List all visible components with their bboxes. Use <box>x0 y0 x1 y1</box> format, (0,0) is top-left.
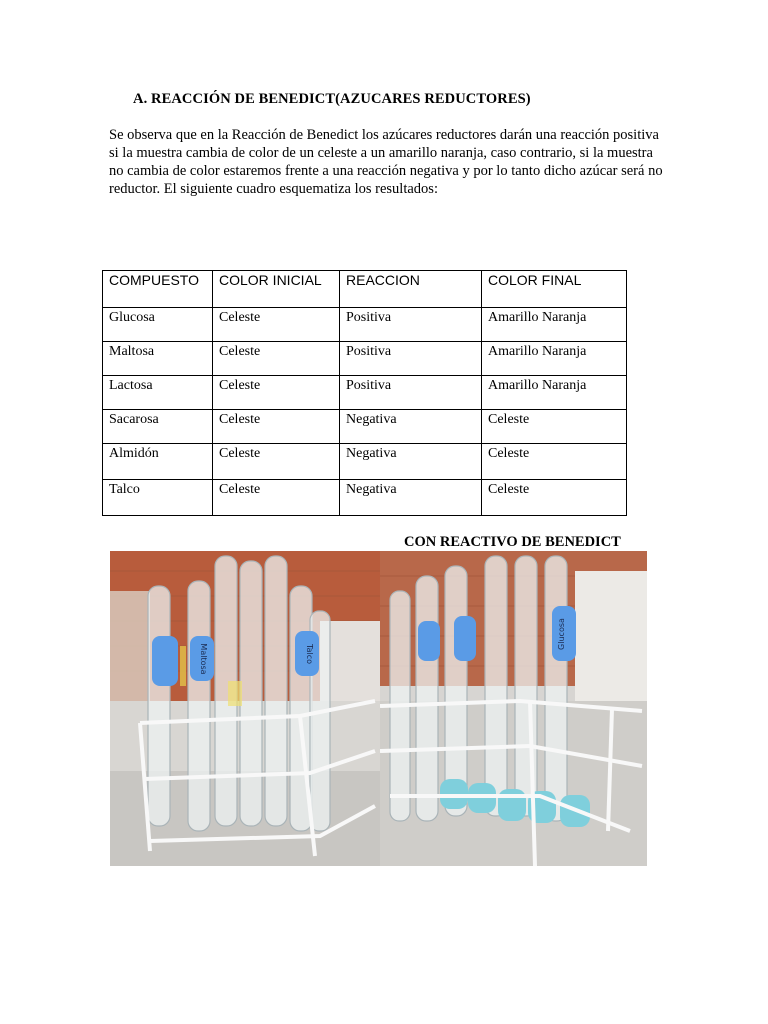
cell-compuesto: Talco <box>103 480 213 516</box>
intro-paragraph: Se observa que en la Reacción de Benedict los azúcares reductores darán una reacción positiva si la muestra cambia de color de un celeste a un amarillo naranja, caso contrario, si la muestra no cambia de color estaremos frente a una reacción negativa y por lo tanto dicho azúcar será no reductor. El siguiente cuadro esquematiza los resultados: <box>109 127 663 197</box>
cell-color-final: Celeste <box>482 410 627 444</box>
cell-reaccion: Negativa <box>340 410 482 444</box>
cell-color-final: Celeste <box>482 480 627 516</box>
table-row <box>103 480 627 516</box>
table-row <box>103 410 627 444</box>
header-reaccion: REACCION <box>340 271 482 308</box>
cell-reaccion: Negativa <box>340 480 482 516</box>
cell-color-inicial: Celeste <box>213 376 340 410</box>
photo-caption: CON REACTIVO DE BENEDICT <box>404 534 621 550</box>
header-color-inicial: COLOR INICIAL <box>213 271 340 308</box>
cell-color-inicial: Celeste <box>213 410 340 444</box>
cell-color-final: Amarillo Naranja <box>482 376 627 410</box>
table-row <box>103 444 627 480</box>
results-table <box>102 270 627 516</box>
header-compuesto: COMPUESTO <box>103 271 213 308</box>
section-heading: A. REACCIÓN DE BENEDICT(AZUCARES REDUCTORES) <box>133 91 531 107</box>
photo-tubes-left <box>110 551 380 866</box>
tube-label: Talco <box>305 644 314 664</box>
cell-color-final: Celeste <box>482 444 627 480</box>
tube-label: Glucosa <box>557 618 566 650</box>
cell-color-inicial: Celeste <box>213 480 340 516</box>
header-color-final: COLOR FINAL <box>482 271 627 308</box>
cell-compuesto: Almidón <box>103 444 213 480</box>
cell-reaccion: Negativa <box>340 444 482 480</box>
cell-reaccion: Positiva <box>340 342 482 376</box>
cell-color-final: Amarillo Naranja <box>482 342 627 376</box>
tube-label: Maltosa <box>199 643 208 675</box>
table-row <box>103 308 627 342</box>
table-row <box>103 376 627 410</box>
cell-color-inicial: Celeste <box>213 308 340 342</box>
cell-compuesto: Maltosa <box>103 342 213 376</box>
table-header-row <box>103 271 627 308</box>
table-row <box>103 342 627 376</box>
cell-compuesto: Sacarosa <box>103 410 213 444</box>
cell-reaccion: Positiva <box>340 308 482 342</box>
cell-compuesto: Glucosa <box>103 308 213 342</box>
cell-color-inicial: Celeste <box>213 342 340 376</box>
cell-color-final: Amarillo Naranja <box>482 308 627 342</box>
cell-reaccion: Positiva <box>340 376 482 410</box>
cell-color-inicial: Celeste <box>213 444 340 480</box>
cell-compuesto: Lactosa <box>103 376 213 410</box>
photo-tubes-right <box>380 551 647 866</box>
